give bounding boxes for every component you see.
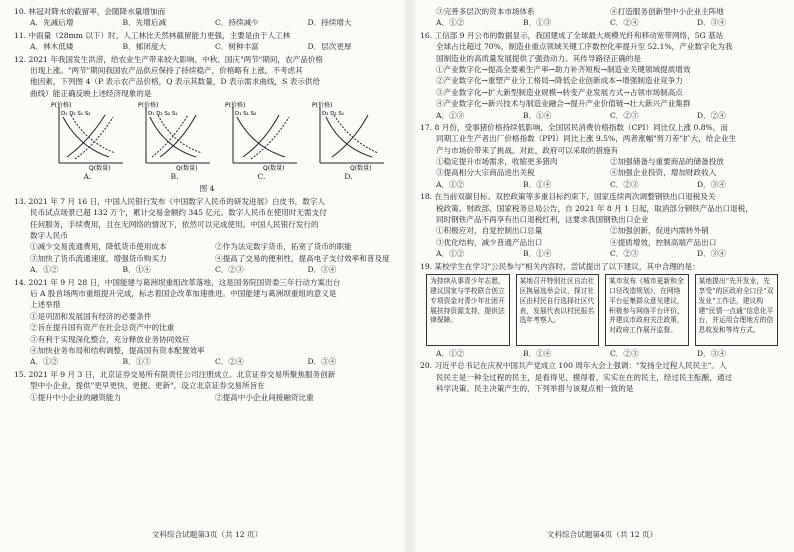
graph-a-plot <box>49 101 127 171</box>
question-15-continued <box>420 6 784 29</box>
statement-1: ①稳定提升市场需求，收缩更多猪肉 <box>436 157 558 167</box>
statement-1: ①产业数字化→提高全要素生产率→助力补齐短板→制造业关键领域提质增效 <box>436 64 691 74</box>
question-12 <box>14 54 400 194</box>
choice-a: A．①③ <box>436 110 465 120</box>
page-footer: 文科综合试题第3页（共 12 页） <box>151 529 263 539</box>
statement-4: ④提质增效，控制高端产品出口 <box>610 237 717 247</box>
statement-4: ④提高了交易的便利性，提高电子支付效率和普及度 <box>215 253 390 263</box>
statement-2: ②作为法定数字货币，拓宽了货币的职能 <box>215 242 352 252</box>
question-11-stem: 11. 中雨量（28mm 以下）时，人工林比天然林截留能力更强，主要是由于人工林 <box>14 30 291 40</box>
question-16-line: 16. 工信部 9 月公布的数据显示，我国建成了全球最大规模光纤和移动宽带网络，5G 基站 <box>420 30 724 40</box>
option-a: A．林木低矮 <box>30 42 74 52</box>
proposal-box-4: 某地提出“先开发业，先享受”的区政府全口径“双发业”工作法，建议构建“民情一点通”信息化平台，并运用合理地方的信息收发和等待方式。 <box>695 274 779 346</box>
svg-text:P(价格): P(价格) <box>311 102 332 110</box>
question-17-choices <box>420 179 784 190</box>
graph-d-label: D. <box>344 172 353 182</box>
proposal-box-2: 某地召开特别社区自治社区换届选举会议，探讨社区由村民自行选择社区代表，发展代表以村民报名选年考察人。 <box>516 274 600 346</box>
left-page <box>14 6 400 546</box>
graph-a-label: A. <box>83 172 92 182</box>
right-page <box>420 6 784 546</box>
graph-c-label: C. <box>257 172 266 182</box>
question-10 <box>14 6 400 29</box>
question-16-line: 全球占比超过 70%，制造业重点领域关键工序数控化率提升至 52.1%，产业数字化为我 <box>436 42 733 52</box>
statement-2: ②加强创新，促进内需转外销 <box>610 226 709 236</box>
question-10-stem: 10. 林冠对降水的截留率，会随降水量增加而 <box>14 7 166 16</box>
question-12-line: 曲线）能正确反映上述经济现象的是 <box>30 88 152 98</box>
question-20 <box>420 360 784 394</box>
choice-c: C．②③ <box>610 179 639 189</box>
question-18 <box>420 191 784 259</box>
question-15 <box>14 369 400 403</box>
choice-a: A．①② <box>30 265 59 275</box>
choice-c: C．②④ <box>610 18 639 28</box>
option-d: D．持续增大 <box>307 18 352 28</box>
statement-3: ③提高相分大宗商品进出关税 <box>436 168 535 178</box>
svg-text:Q(数量): Q(数量) <box>349 165 371 172</box>
choice-c: C．②③ <box>610 348 639 358</box>
choice-b: B．①④ <box>122 265 151 275</box>
statement-2: ②提高中小企业间接融资比重 <box>215 392 314 402</box>
statement-1: ①积极应对，自觉控制出口总量 <box>436 226 543 236</box>
svg-text:P(价格): P(价格) <box>50 102 71 110</box>
graph-b-plot <box>136 101 214 171</box>
question-15-statements <box>14 392 400 403</box>
statement-2: ②旨在提升国有资产在社会总资产中的比重 <box>30 323 175 333</box>
svg-text:P(价格): P(价格) <box>224 102 245 110</box>
question-17-line: 同期工业生产者出厂价格指数（PPI）同比上涨 9.5%，两者涨幅"剪刀差"扩大，给企业生 <box>436 134 737 144</box>
question-13 <box>14 196 400 276</box>
svg-text:D₁ S₁ S₂: D₁ S₁ S₂ <box>234 111 256 118</box>
question-16-choices <box>420 110 784 121</box>
choice-d: D．③④ <box>697 179 726 189</box>
svg-text:D₂ D₁ S₁: D₂ D₁ S₁ <box>321 111 344 118</box>
statement-2: ②加强储备与重要商品的储备投放 <box>610 157 724 167</box>
question-13-line: 任何服务，手续费用，且在无网络的情况下，依然可以完成使用。中国人民银行发行的 <box>30 219 319 229</box>
question-14-line: 后 A 股首场两市重组提升完成，标志着国企改革加速推进。中国能建与葛洲坝重组的意义是 <box>30 289 337 299</box>
choice-b: B．①③ <box>122 357 151 367</box>
page-gutter <box>404 0 416 552</box>
statement-3: ③加快了货币流通速度，增强货币购买力 <box>30 253 167 263</box>
question-15-statements <box>420 6 784 17</box>
question-14 <box>14 277 400 368</box>
graph-b <box>136 101 214 182</box>
svg-text:Q(数量): Q(数量) <box>175 165 197 172</box>
question-19-choices <box>420 348 784 359</box>
question-12-line: 他因素，下列图 4（P 表示农产品价格，Q 表示其数量，D 表示需求曲线，S 表示供给 <box>30 77 321 87</box>
question-10-options <box>14 17 400 28</box>
svg-text:D₁ D₂ S₂ S₁: D₁ D₂ S₂ S₁ <box>147 111 178 118</box>
question-13-line: 数字人民币 <box>30 231 68 241</box>
choice-a: A．①② <box>30 357 59 367</box>
option-c: C．持续减少 <box>215 18 259 28</box>
statement-1: ①减少交易流通费用，降低货币使用成本 <box>30 242 167 252</box>
choice-d: D．②④ <box>697 110 726 120</box>
choice-d: D．③④ <box>697 249 726 259</box>
choice-a: A．①② <box>436 179 465 189</box>
choice-c: C．②③ <box>610 110 639 120</box>
proposal-boxes <box>426 274 778 346</box>
statement-3: ③完善多层次的资本市场体系 <box>436 7 535 16</box>
choice-a: A．①② <box>436 348 465 358</box>
option-a: A．先减后增 <box>30 18 74 28</box>
choice-a: A．①② <box>436 18 465 28</box>
figure-caption: 图 4 <box>199 183 215 193</box>
question-18-line: 税政策。财政部、国家税务总局公告，自 2021 年 8 月 1 日起，取消部分钢铁产品出口退税， <box>436 203 753 213</box>
choice-d: D．③④ <box>697 348 726 358</box>
question-15-line: 15. 2021 年 9 月 3 日，北京证券交易所有限责任公司注册成立。北京证券交易所聚焦服务创新 <box>14 369 336 379</box>
choice-a: A．①② <box>436 249 465 259</box>
graph-c-plot <box>223 101 301 171</box>
choice-b: B．①④ <box>523 249 552 259</box>
svg-text:Q(数量): Q(数量) <box>88 165 110 172</box>
graph-a <box>49 101 127 182</box>
statement-4: ④加快业务布局和结构调整，提高国有资本配置效率 <box>30 345 205 355</box>
statement-1: ①提升中小企业的融资能力 <box>30 392 122 402</box>
graph-d-plot <box>310 101 388 171</box>
question-14-choices <box>14 356 400 367</box>
question-14-line: 上述举措 <box>30 300 61 310</box>
statement-4: ④加强企业投资，增加财政收入 <box>610 168 717 178</box>
statement-1: ①是巩固和发展国有经济的必要条件 <box>30 311 152 321</box>
choice-d: D．③④ <box>307 265 337 275</box>
supply-demand-graphs <box>44 101 392 182</box>
choice-c: C．②③ <box>215 265 244 275</box>
question-18-statements <box>420 225 784 248</box>
question-19-stem: 19. 某校学生在学习"公民参与"相关内容时，尝试提出了以下建议，其中合理的是： <box>420 261 700 271</box>
question-11 <box>14 30 400 53</box>
question-17 <box>420 122 784 190</box>
question-13-choices <box>14 264 400 275</box>
choice-d: D．③④ <box>697 18 726 28</box>
question-20-line: 20. 习近平总书记在庆祝中国共产党成立 100 周年大会上强调："发扬全过程人民民主"。人 <box>420 361 727 371</box>
statement-4: ④产业数字化→新兴技术与制造业融合→提升产业价值链→壮大新兴产业集群 <box>436 99 691 109</box>
choice-d: D．③④ <box>307 357 337 367</box>
statement-2: ②产业数字化→重塑产业分工格局→降低企业创新成本→增强制造业竞争力 <box>436 76 683 86</box>
question-13-statements <box>14 241 400 264</box>
question-17-line: 17. 8 月份，受事猪价格持续低影响，全国居民消费价格指数（CPI）同比仅上涨 0.8%，而 <box>420 122 728 132</box>
question-12-line: 出现上涨。"两节"期间我国农产品供应保持了持续稳产，价格略有上涨。不考虑其 <box>30 65 303 75</box>
question-16-line: 国制造业的高质量发展提供了强劲动力。其传导路径正确的是 <box>436 53 642 63</box>
question-20-line: 民民主是一种全过程的民主，是看得见、摸得着、实实在在的民主，经过民主酝酿，通过 <box>436 372 733 382</box>
choice-b: B．①④ <box>523 179 552 189</box>
proposal-box-3: 某市发布《城市更新和全口径改造规划》，在网络平台征集群众意见建议，积极参与网络平台评价，并建议市政府关注政策，对政府工作展开监督。 <box>605 274 689 346</box>
option-b: B．先增后减 <box>122 18 167 28</box>
question-14-line: 14. 2021 年 9 月 28 日，中国能建与葛洲坝重组改革落地，这是国务院国资委三年行动方案出台 <box>14 277 341 287</box>
question-11-options <box>14 41 400 52</box>
question-17-statements <box>420 156 784 179</box>
option-b: B．郁闭度大 <box>122 42 167 52</box>
choice-b: B．①④ <box>523 348 552 358</box>
svg-text:P(价格): P(价格) <box>137 102 158 110</box>
graph-d <box>310 101 388 182</box>
choice-c: C．②③ <box>610 249 639 259</box>
page-footer: 文科综合试题第4页（共 12 页） <box>546 529 658 539</box>
question-15-choices <box>420 17 784 28</box>
question-13-line: 13. 2021 年 7 月 16 日，中国人民银行发布《中国数字人民币的研发进展》白皮书，数字人 <box>14 196 325 206</box>
svg-text:D₁ D₂ S₁ S₂: D₁ D₂ S₁ S₂ <box>60 111 91 118</box>
statement-3: ③产业数字化→扩大新型制造业规模→转变产业发展方式→占领市场制高点 <box>436 87 683 97</box>
svg-text:Q(数量): Q(数量) <box>262 165 284 172</box>
question-18-line: 同时钢铁产品不再享有出口退税红利，这要求我国钢铁出口企业 <box>436 215 649 225</box>
choice-c: C．②④ <box>215 357 244 367</box>
question-12-line: 12. 2021 年我国发生洪涝，给农业生产带来较大影响。中秋、国庆"两节"期间，农产品价格 <box>14 54 323 64</box>
question-16 <box>420 30 784 121</box>
question-20-line: 科学决策、民主决策产生的，下列举措与该观点相一致的是 <box>436 384 634 394</box>
statement-4: ④打造服务创新型中小企业主阵地 <box>610 7 724 16</box>
question-17-line: 产与市场价带来了挑战。对此，政府可以采取的措施有 <box>436 145 619 155</box>
option-c: C．树种丰富 <box>215 42 259 52</box>
graph-c <box>223 101 301 182</box>
question-19 <box>420 261 784 360</box>
question-13-line: 民币试点场景已超 132 万个，累计交易金额约 345 亿元。数字人民币在使用时无需支付 <box>30 208 327 218</box>
choice-b: B．①③ <box>523 18 552 28</box>
statement-3: ③优化结构，减少普通产品出口 <box>436 237 543 247</box>
choice-b: B．①④ <box>523 110 552 120</box>
statement-3: ③有利于实现深化整合，充分释放业务协同效应 <box>30 334 190 344</box>
option-d: D．层次更厚 <box>307 42 352 52</box>
proposal-box-1: 为持续从事青少年志愿，建议国家与学校联合创立专项资金对青少年社团开展扶持资源支持，提供法律保障。 <box>426 274 510 346</box>
question-18-choices <box>420 248 784 259</box>
graph-b-label: B. <box>170 172 179 182</box>
question-18-line: 18. 在当前双碳目标、双控政策等多重目标约束下，国家连续两次调整钢铁出口退税及关 <box>420 192 716 202</box>
question-15-line: 型中小企业，提供"更早更快、更便、更新"，设立北京证券交易所旨在 <box>30 381 265 391</box>
